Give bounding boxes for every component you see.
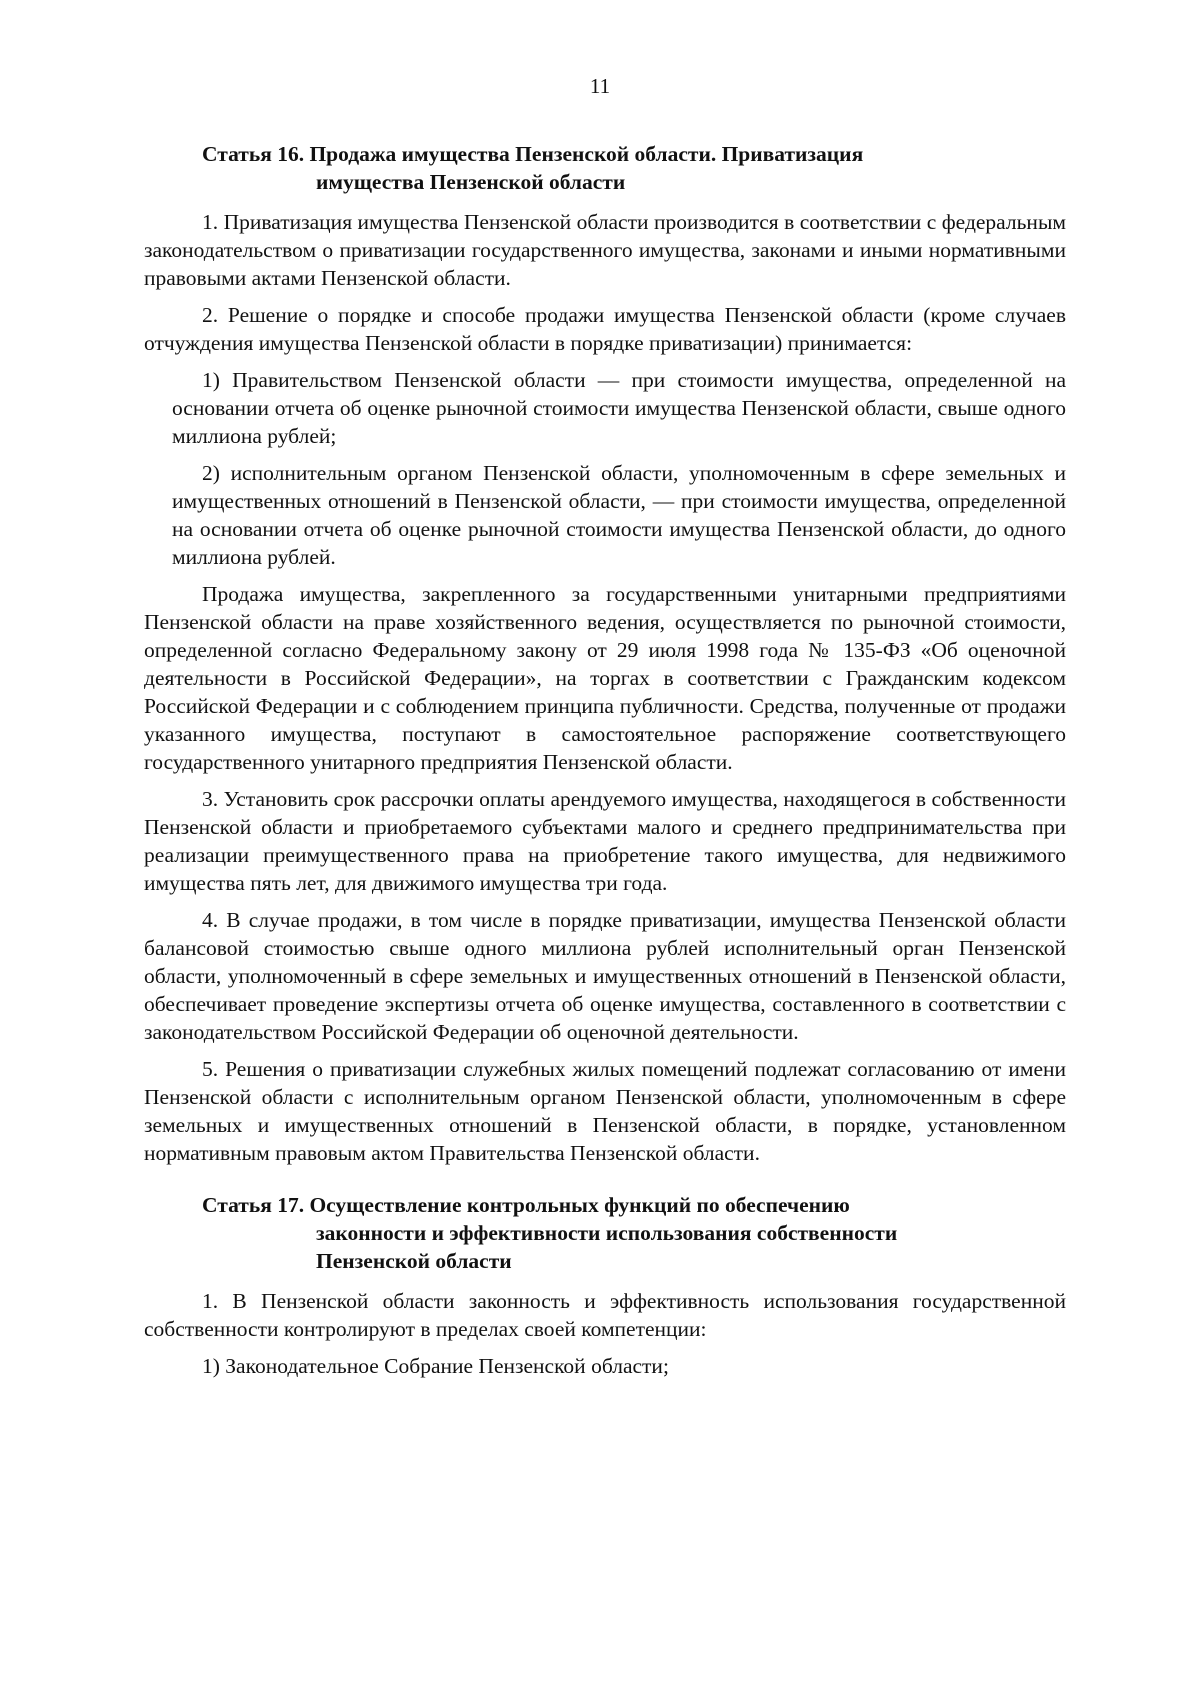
article-16-heading bbox=[144, 140, 1066, 196]
article-16-item-1: 1) Правительством Пензенской области — при стоимости имущества, определенной на основании отчета об оценке рыночной стоимости имущества Пензенской области, свыше одного миллиона рублей; bbox=[172, 368, 1066, 448]
article-17-paragraph-1: 1. В Пензенской области законность и эффективность использования государственной собственности контролируют в пределах своей компетенции: bbox=[144, 1289, 1066, 1341]
article-16-paragraph-3: 3. Установить срок рассрочки оплаты арендуемого имущества, находящегося в собственности Пензенской области и приобретаемого субъектами малого и среднего предпринимательства при реализации преимущественного права на приобретение такого имущества, для недвижимого имущества пять лет, для движимого имущества три года. bbox=[144, 787, 1066, 895]
article-16-paragraph-sale: Продажа имущества, закрепленного за государственными унитарными предприятиями Пензенской области на праве хозяйственного ведения, осуществляется по рыночной стоимости, определенной согласно Федеральному закону от 29 июля 1998 года № 135-ФЗ «Об оценочной деятельности в Российской Федерации», на торгах в соответствии с Гражданским кодексом Российской Федерации и с соблюдением принципа публичности. Средства, полученные от продажи указанного имущества, поступают в самостоятельное распоряжение соответствующего государственного унитарного предприятия Пензенской области. bbox=[144, 582, 1066, 774]
page-content bbox=[144, 140, 1066, 1389]
article-17-title-line-2: законности и эффективности использования собственности bbox=[316, 1221, 898, 1245]
article-17-heading bbox=[144, 1191, 1066, 1275]
article-17-item-1: 1) Законодательное Собрание Пензенской области; bbox=[202, 1354, 669, 1378]
article-16-paragraph-5: 5. Решения о приватизации служебных жилых помещений подлежат согласованию от имени Пензенской области с исполнительным органом Пензенской области, уполномоченным в сфере земельных и имущественных отношений в Пензенской области, в порядке, установленном нормативным правовым актом Правительства Пензенской области. bbox=[144, 1057, 1066, 1165]
article-16-paragraph-2: 2. Решение о порядке и способе продажи имущества Пензенской области (кроме случаев отчуждения имущества Пензенской области в порядке приватизации) принимается: bbox=[144, 303, 1066, 355]
article-17-title-line-3: Пензенской области bbox=[316, 1249, 512, 1273]
article-16-item-2: 2) исполнительным органом Пензенской области, уполномоченным в сфере земельных и имущественных отношений в Пензенской области, — при стоимости имущества, определенной на основании отчета об оценке рыночной стоимости имущества Пензенской области, до одного миллиона рублей. bbox=[172, 461, 1066, 569]
article-16-title-line-1: Статья 16. Продажа имущества Пензенской области. Приватизация bbox=[202, 142, 864, 166]
page-number: 11 bbox=[589, 74, 611, 98]
article-16-paragraph-1: 1. Приватизация имущества Пензенской области производится в соответствии с федеральным законодательством о приватизации государственного имущества, законами и иными нормативными правовыми актами Пензенской области. bbox=[144, 210, 1066, 290]
article-16-paragraph-4: 4. В случае продажи, в том числе в порядке приватизации, имущества Пензенской области балансовой стоимостью свыше одного миллиона рублей исполнительный орган Пензенской области, уполномоченный в сфере земельных и имущественных отношений в Пензенской области, обеспечивает проведение экспертизы отчета об оценке имущества, составленного в соответствии с законодательством Российской Федерации об оценочной деятельности. bbox=[144, 908, 1066, 1044]
article-16-title-line-2: имущества Пензенской области bbox=[316, 170, 626, 194]
article-17-title-line-1: Статья 17. Осуществление контрольных функций по обеспечению bbox=[202, 1193, 850, 1217]
